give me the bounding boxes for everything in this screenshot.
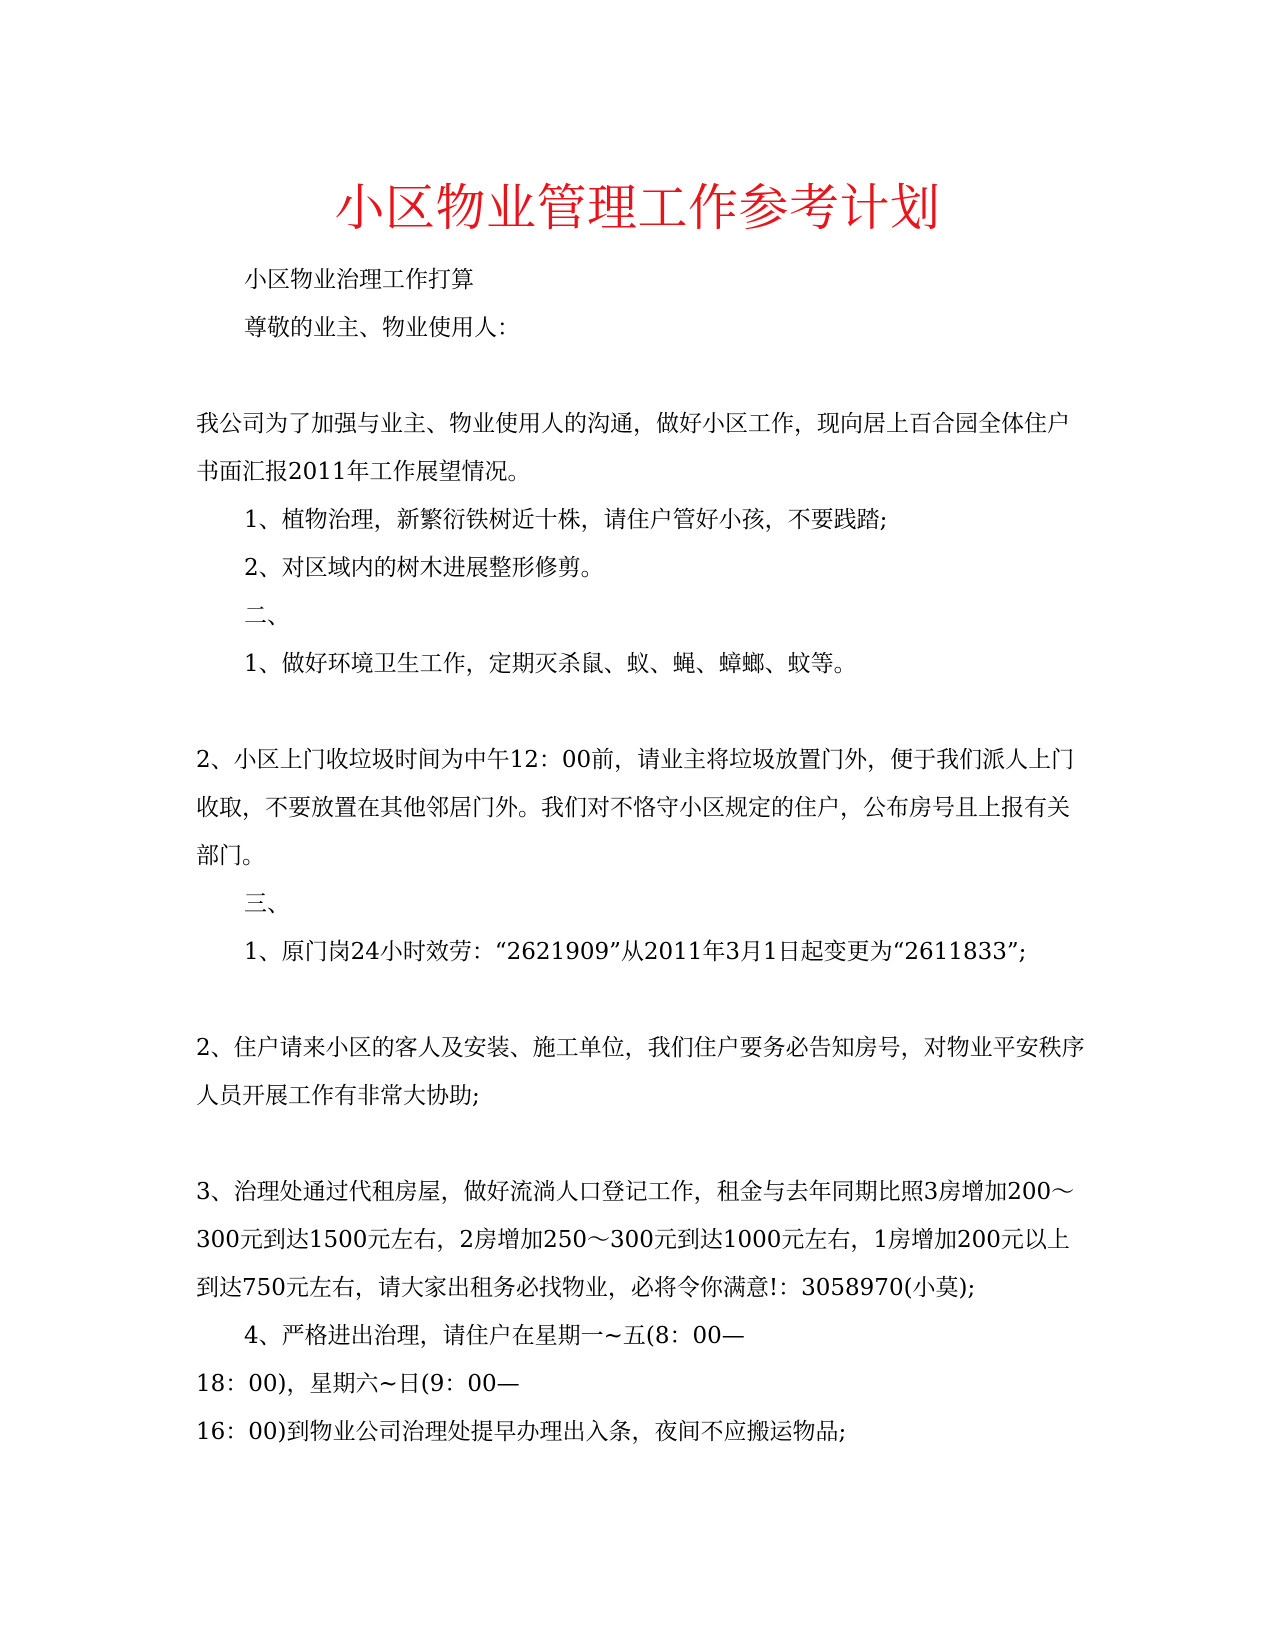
blank-line (196, 1120, 1086, 1168)
section3-item1: 1、原门岗24小时效劳：“2621909”从2011年3月1日起变更为“2611833”; (244, 939, 1027, 965)
blank-line (196, 688, 1086, 736)
section3-item4-line1: 4、严格进出治理，请住户在星期一~五(8：00— (244, 1323, 745, 1349)
blank-line (196, 352, 1086, 400)
section1-item2: 2、对区域内的树木进展整形修剪。 (244, 555, 604, 581)
intro-paragraph: 我公司为了加强与业主、物业使用人的沟通，做好小区工作，现向居上百合园全体住户书面汇报2011年工作展望情况。 (196, 411, 1070, 485)
section3-heading: 三、 (244, 891, 290, 917)
subtitle: 小区物业治理工作打算 (244, 267, 474, 293)
section2-item2: 2、小区上门收垃圾时间为中午12：00前，请业主将垃圾放置门外，便于我们派人上门收取，不要放置在其他邻居门外。我们对不恪守小区规定的住户，公布房号且上报有关部门。 (196, 747, 1075, 869)
section3-item2: 2、住户请来小区的客人及安装、施工单位，我们住户要务必告知房号，对物业平安秩序人员开展工作有非常大协助; (196, 1035, 1085, 1109)
blank-line (196, 976, 1086, 1024)
section3-item4-line3: 16：00)到物业公司治理处提早办理出入条，夜间不应搬运物品; (196, 1419, 847, 1445)
section3-item3: 3、治理处通过代租房屋，做好流淌人口登记工作，租金与去年同期比照3房增加200～300元到达1500元左右，2房增加250～300元到达1000元左右，1房增加200元以上到达750元左右，请大家出租务必找物业，必将令你满意!：3058970(小莫); (196, 1179, 1075, 1301)
section3-item4-line2: 18：00)，星期六~日(9：00— (196, 1371, 520, 1397)
salutation: 尊敬的业主、物业使用人： (244, 315, 520, 341)
section1-item1: 1、植物治理，新繁衍铁树近十株，请住户管好小孩，不要践踏; (244, 507, 888, 533)
document-body (196, 256, 1086, 1456)
document-title: 小区物业管理工作参考计划 (334, 179, 941, 237)
section2-heading: 二、 (244, 603, 290, 629)
section2-item1: 1、做好环境卫生工作，定期灭杀鼠、蚁、蝇、蟑螂、蚊等。 (244, 651, 857, 677)
